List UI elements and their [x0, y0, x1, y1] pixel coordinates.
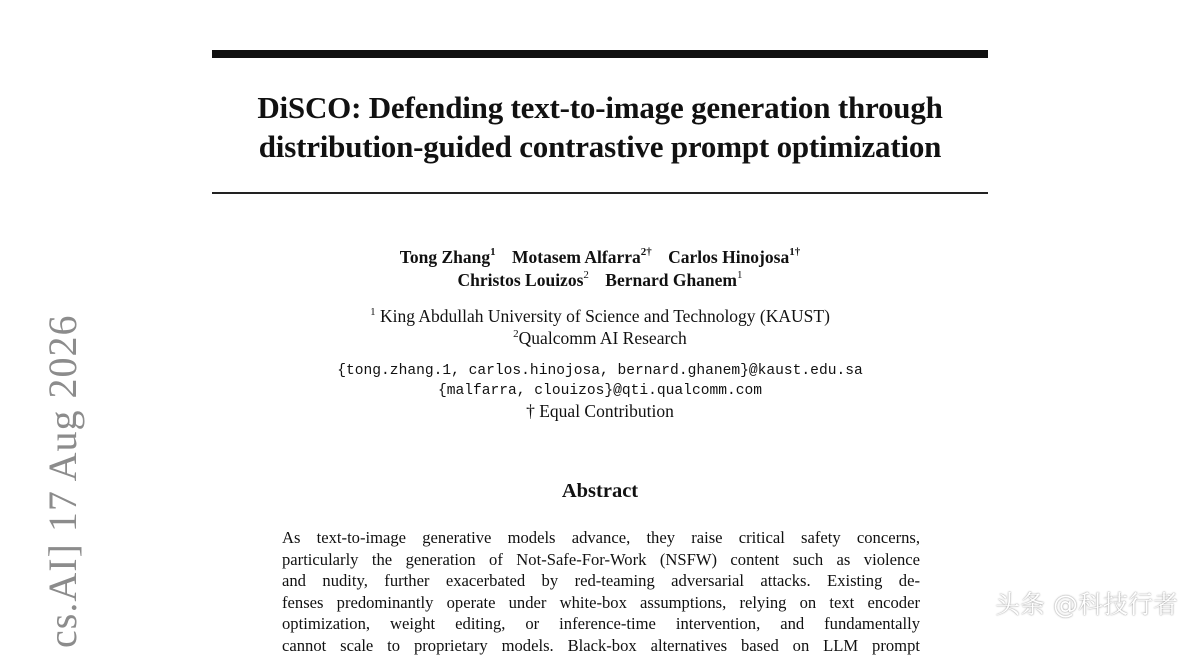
author-tong-zhang: Tong Zhang$^1$ [400, 247, 496, 267]
affiliations [212, 305, 988, 349]
source-watermark: 头条 @科技行者 [995, 586, 1178, 624]
abstract-body [282, 527, 920, 656]
title-top-rule [212, 50, 988, 58]
abstract-line: fenses predominantly operate under white-box assumptions, relying on text encoder [282, 592, 920, 614]
email-line-qualcomm: {malfarra, clouizos}@qti.qualcomm.com [212, 381, 988, 401]
affiliation-mark: 1† [789, 246, 800, 258]
affiliation-qualcomm: $^2$Qualcomm AI Research [212, 327, 988, 349]
abstract-line: particularly the generation of Not-Safe-For-Work (NSFW) content such as violence [282, 549, 920, 571]
abstract-line: As text-to-image generative models advance, they raise critical safety concerns, [282, 527, 920, 549]
abstract-line: optimization, weight editing, or inference-time intervention, and fundamentally [282, 613, 920, 635]
author-line [212, 246, 988, 269]
abstract-line: and nudity, further exacerbated by red-teaming adversarial attacks. Existing de- [282, 570, 920, 592]
affiliation-mark: 2 [583, 269, 589, 281]
title-line: DiSCO: Defending text-to-image generation through [212, 88, 988, 127]
title-line: distribution-guided contrastive prompt optimization [212, 127, 988, 166]
author-emails [212, 361, 988, 401]
author-bernard-ghanem: Bernard Ghanem$^1$ [605, 270, 742, 290]
author-line [212, 269, 988, 292]
affiliation-mark: 1 [490, 246, 496, 258]
title-bottom-rule [212, 192, 988, 194]
author-carlos-hinojosa: Carlos Hinojosa$^{1\dagger}$ [668, 247, 800, 267]
abstract-line: cannot scale to proprietary models. Black-box alternatives based on LLM prompt [282, 635, 920, 656]
author-christos-louizos: Christos Louizos$^2$ [457, 270, 588, 290]
paper-title [212, 88, 988, 166]
equal-contribution-note: † Equal Contribution [212, 400, 988, 422]
affiliation-mark: 2† [641, 246, 652, 258]
affiliation-mark: 1 [737, 269, 743, 281]
author-list [212, 246, 988, 292]
arxiv-side-stamp: cs.AI] 17 Aug 2026 [24, 314, 102, 648]
affiliation-kaust: $^1$ King Abdullah University of Science and Technology (KAUST) [212, 305, 988, 327]
author-motasem-alfarra: Motasem Alfarra$^{2\dagger}$ [512, 247, 652, 267]
email-line-kaust: {tong.zhang.1, carlos.hinojosa, bernard.ghanem}@kaust.edu.sa [212, 361, 988, 381]
abstract-heading: Abstract [212, 478, 988, 504]
